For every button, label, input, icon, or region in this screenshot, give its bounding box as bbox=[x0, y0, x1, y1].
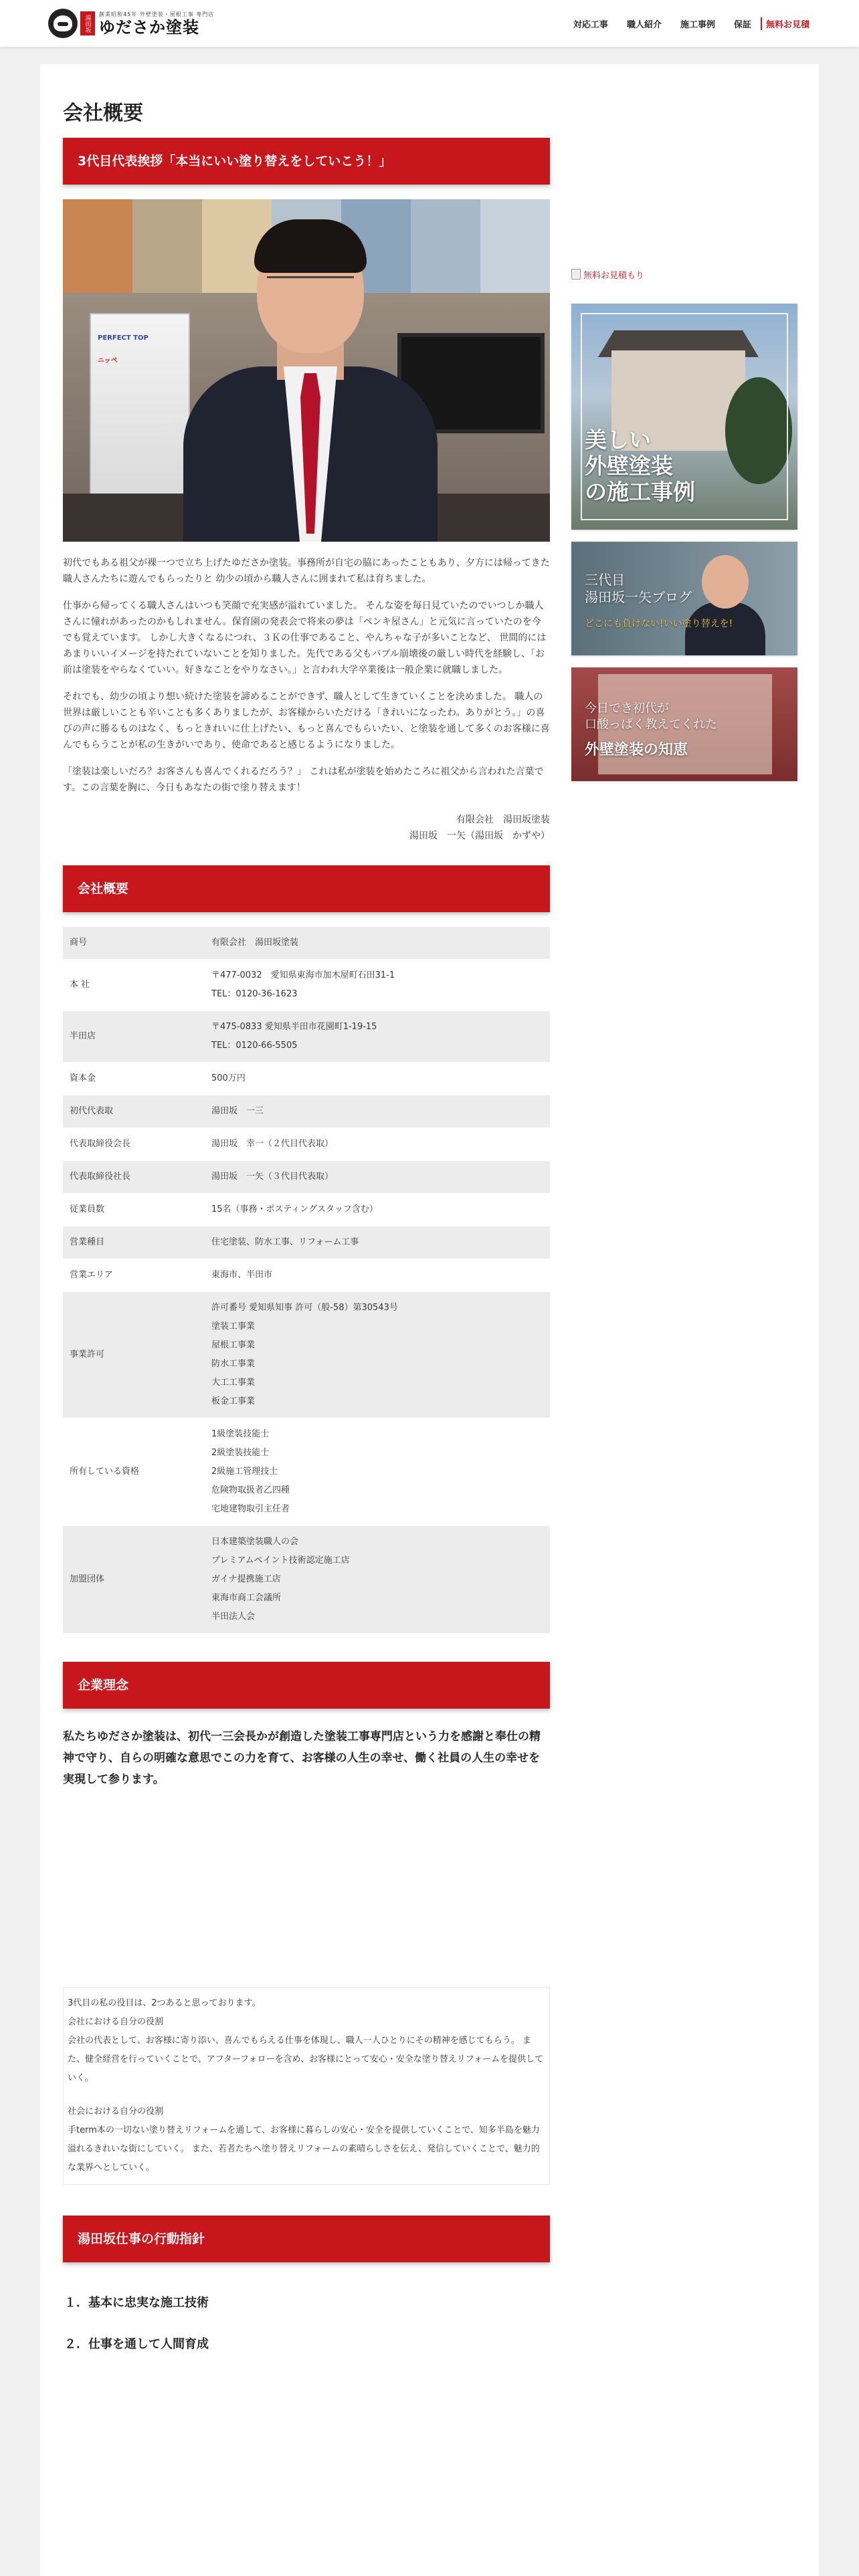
table-row bbox=[63, 1063, 550, 1095]
nav-item-free-quote[interactable]: 無料お見積 bbox=[761, 17, 819, 30]
info-value-line: 1級塗装技能士 bbox=[211, 1429, 270, 1439]
info-value bbox=[205, 1526, 550, 1634]
role-intro: 3代目の私の役目は、2つあると思っております。 bbox=[68, 1998, 261, 2008]
free-quote-banner[interactable] bbox=[571, 257, 797, 292]
info-value-line: 屋根工事業 bbox=[211, 1340, 256, 1350]
table-row bbox=[63, 1418, 550, 1526]
paint-can bbox=[90, 313, 190, 514]
mascot-icon bbox=[48, 9, 78, 38]
tips-banner-line: 今日でき初代が bbox=[585, 702, 669, 716]
info-value-line: 500万円 bbox=[211, 1073, 246, 1083]
info-value-line: 〒477-0032 愛知県東海市加木屋町石田31-1 bbox=[211, 970, 395, 980]
info-value-line: 大工工事業 bbox=[211, 1378, 256, 1388]
info-value-line: 2級塗装技能士 bbox=[211, 1448, 270, 1458]
company-info-table bbox=[63, 927, 550, 1634]
info-value bbox=[205, 1418, 550, 1526]
main-content bbox=[63, 99, 550, 2365]
works-banner-line: 外壁塗装 bbox=[585, 453, 673, 479]
site-logo[interactable] bbox=[48, 7, 214, 40]
info-value-line: 防水工事業 bbox=[211, 1359, 256, 1369]
company-info-heading: 会社概要 bbox=[63, 865, 550, 912]
works-banner[interactable] bbox=[571, 304, 797, 530]
signature-name: 湯田坂 一矢（湯田坂 かずや） bbox=[409, 831, 550, 841]
info-label: 半田店 bbox=[63, 1011, 205, 1063]
info-value-line: 塗装工事業 bbox=[211, 1321, 256, 1331]
info-value-line: TEL：0120-36-1623 bbox=[211, 989, 298, 999]
info-label: 従業員数 bbox=[63, 1194, 205, 1226]
info-value bbox=[205, 1161, 550, 1194]
role-text: 会社の代表として、お客様に寄り添い、喜んでもらえる仕事を体現し、職人一人ひとりにその精神を感じてもらう。 また、健全経営を行っていくことで、アフターフォローを含め、お客様にとって安心・安全な塗り替えリフォームを提供していく。 bbox=[68, 2036, 544, 2083]
table-row bbox=[63, 1259, 550, 1292]
info-value bbox=[205, 927, 550, 960]
info-value-line: 許可番号 愛知県知事 許可（般-58）第30543号 bbox=[211, 1303, 398, 1313]
info-value bbox=[205, 1259, 550, 1292]
info-label: 代表取締役社長 bbox=[63, 1161, 205, 1194]
info-value bbox=[205, 1226, 550, 1259]
role-heading: 社会における自分の役割 bbox=[68, 2107, 164, 2117]
table-row bbox=[63, 1292, 550, 1418]
greeting-paragraph: 初代でもある祖父が裸一つで立ち上げたゆださか塗装。事務所が自宅の脇にあったこともあり、夕方には帰ってきた職人さんたちに遊んでもらったりと 幼少の頃から職人さんに囲まれて私は育ちました。 bbox=[63, 558, 550, 584]
greeting-paragraph: それでも、幼少の頃より想い続けた塗装を諦めることができず、職人として生きていくことを決めました。 職人の世界は厳しいことも辛いことも多くありましたが、お客様からいただける「きれいになったわ。ありがとう。」の喜びの声に勝るものはなく、もっときれいに仕上げたい、もっと喜んでもらいたい、と塗装を通して多くのお客様に喜んでもらうことが私の生きがいであり、使命であると感じるようになりました。 bbox=[63, 691, 550, 750]
free-quote-alt: 無料お見積もり bbox=[583, 270, 645, 281]
table-row bbox=[63, 1226, 550, 1259]
signature-company: 有限会社 湯田坂塗装 bbox=[456, 815, 550, 825]
greeting-heading: 3代目代表挨拶「本当にいい塗り替えをしていこう！」 bbox=[63, 138, 550, 185]
info-value-line: 〒475-0833 愛知県半田市花園町1-19-15 bbox=[211, 1022, 377, 1032]
logo-tagline: 創業昭和45年 外壁塗装・屋根工事 専門店 bbox=[99, 11, 215, 17]
tips-banner-line: 口酸っぱく教えてくれた bbox=[585, 718, 717, 732]
role-description bbox=[63, 1987, 550, 2185]
site-header bbox=[0, 0, 859, 47]
info-value-line: 東海市商工会議所 bbox=[211, 1593, 282, 1603]
info-label: 事業許可 bbox=[63, 1292, 205, 1418]
table-row bbox=[63, 960, 550, 1011]
role-text: 手term本の一切ない塗り替えリフォームを通して、お客様に暮らしの安心・安全を提供していくことで、知多半島を魅力溢れるきれいな街にしていく。 また、若者たちへ塗り替えリフォームの素晴らしさを伝え、発信していくことで、魅力的な業界へとしていく。 bbox=[68, 2125, 540, 2173]
info-value bbox=[205, 1194, 550, 1226]
info-value-line: 日本建築塗装職人の会 bbox=[211, 1537, 299, 1547]
info-value-line: 板金工事業 bbox=[211, 1396, 256, 1406]
info-value-line: 住宅塗装、防水工事、リフォーム工事 bbox=[211, 1237, 359, 1247]
blog-banner-line: 三代目 bbox=[585, 572, 625, 588]
info-value bbox=[205, 1011, 550, 1063]
info-value bbox=[205, 960, 550, 1011]
nav-item-warranty[interactable]: 保証 bbox=[733, 20, 751, 30]
info-label: 所有している資格 bbox=[63, 1418, 205, 1526]
paint-can-label: PERFECT TOP bbox=[98, 334, 149, 342]
tips-banner-sub: 外壁塗装の知恵 bbox=[585, 742, 688, 758]
blog-banner[interactable] bbox=[571, 542, 797, 655]
info-value bbox=[205, 1095, 550, 1128]
info-value bbox=[205, 1128, 550, 1161]
table-row bbox=[63, 1011, 550, 1063]
blog-banner-line: 湯田坂一矢ブログ bbox=[585, 589, 692, 605]
info-label: 加盟団体 bbox=[63, 1526, 205, 1634]
info-value-line: 宅地建物取引主任者 bbox=[211, 1504, 290, 1514]
paint-can-brand: ニッペ bbox=[98, 357, 118, 364]
info-value-line: 15名（事務・ポスティングスタッフ含む） bbox=[211, 1204, 378, 1214]
table-row bbox=[63, 1194, 550, 1226]
info-label: 資本金 bbox=[63, 1063, 205, 1095]
info-value-line: ガイナ提携施工店 bbox=[211, 1574, 281, 1584]
nav-item-craftsmen[interactable]: 職人紹介 bbox=[626, 20, 662, 30]
info-value-line: 半田法人会 bbox=[211, 1612, 256, 1622]
guidelines-list bbox=[63, 2282, 550, 2365]
logo-name: ゆださか塗装 bbox=[99, 17, 199, 37]
info-value-line: TEL：0120-66-5505 bbox=[211, 1041, 298, 1051]
logo-badge: 湯田坂 bbox=[80, 11, 95, 35]
table-row bbox=[63, 1128, 550, 1161]
guideline-item: ２．仕事を通して人間育成 bbox=[64, 2337, 209, 2351]
greeting-paragraph: 仕事から帰ってくる職人さんはいつも笑顔で充実感が溢れていました。 そんな姿を毎日見ていたのでいつしか職人さんに憧れがあったのかもしれません。保育園の発表会で将来の夢は「ペンキ屋さん」と元気に言っていたのを今でも覚えています。 しかし大きくなるにつれ、３Ｋの仕事であること、やんちゃな子が多いことなど、 世間的にはあまりいいイメージを持たれていないことを知りました。先代である父もバブル崩壊後の厳しい時代を経験し、「お前は塗装をやらなくていい。好きなことをやりなさい。」と言われ大学卒業後は一般企業に就職しました。 bbox=[63, 601, 547, 675]
info-label: 営業種目 bbox=[63, 1226, 205, 1259]
info-value-line: 2級施工管理技士 bbox=[211, 1467, 278, 1477]
blog-banner-sub: どこにも負けない!いい塗り替えを! bbox=[585, 619, 733, 629]
broken-image-icon bbox=[571, 269, 581, 280]
nav-item-services[interactable]: 対応工事 bbox=[573, 20, 608, 30]
signature bbox=[63, 812, 550, 844]
main-panel bbox=[40, 64, 819, 2576]
role-heading: 会社における自分の役割 bbox=[68, 2017, 164, 2027]
works-banner-line: の施工事例 bbox=[585, 479, 695, 505]
info-value bbox=[205, 1063, 550, 1095]
info-value-line: 湯田坂 幸一（２代目代表取） bbox=[211, 1139, 334, 1149]
info-value-line: 東海市、半田市 bbox=[211, 1270, 273, 1280]
guidelines-heading: 湯田坂仕事の行動指針 bbox=[63, 2216, 550, 2262]
info-label: 初代代表取 bbox=[63, 1095, 205, 1128]
philosophy-text: 私たちゆださか塗装は、初代一三会長かが創造した塗装工事専門店という力を感謝と奉仕の精神で守り、自らの明確な意思でこの力を育て、お客様の人生の幸せ、働く社員の人生の幸せを実現して参ります。 bbox=[63, 1730, 541, 1786]
info-label: 代表取締役会長 bbox=[63, 1128, 205, 1161]
nav-item-works[interactable]: 施工事例 bbox=[680, 20, 715, 30]
info-label: 商号 bbox=[63, 927, 205, 960]
philosophy-heading: 企業理念 bbox=[63, 1662, 550, 1709]
sidebar bbox=[571, 257, 797, 781]
main-nav bbox=[564, 17, 819, 30]
tips-banner[interactable] bbox=[571, 667, 797, 781]
info-value-line: 有限会社 湯田坂塗装 bbox=[211, 938, 299, 948]
table-row bbox=[63, 1526, 550, 1634]
works-banner-line: 美しい bbox=[585, 427, 651, 453]
table-row bbox=[63, 927, 550, 960]
greeting-text bbox=[63, 555, 550, 796]
table-row bbox=[63, 1095, 550, 1128]
info-label: 本 社 bbox=[63, 960, 205, 1011]
info-value-line: 危険物取扱者乙四種 bbox=[211, 1485, 290, 1495]
president-photo bbox=[63, 199, 550, 542]
embedded-video-area[interactable] bbox=[63, 1804, 550, 1984]
table-row bbox=[63, 1161, 550, 1194]
info-value bbox=[205, 1292, 550, 1418]
greeting-paragraph: 「塗装は楽しいだろ？お客さんも喜んでくれるだろう？」 これは私が塗装を始めたころに祖父から言われた言葉です。この言葉を胸に、今日もあなたの街で塗り替えます！ bbox=[63, 766, 544, 793]
info-value-line: プレミアムペイント技術認定施工店 bbox=[211, 1555, 350, 1566]
guideline-item: １．基本に忠実な施工技術 bbox=[64, 2296, 209, 2310]
info-label: 営業エリア bbox=[63, 1259, 205, 1292]
info-value-line: 湯田坂 一矢（３代目代表取） bbox=[211, 1172, 334, 1182]
page-title: 会社概要 bbox=[63, 102, 143, 125]
info-value-line: 湯田坂 一三 bbox=[211, 1106, 264, 1116]
